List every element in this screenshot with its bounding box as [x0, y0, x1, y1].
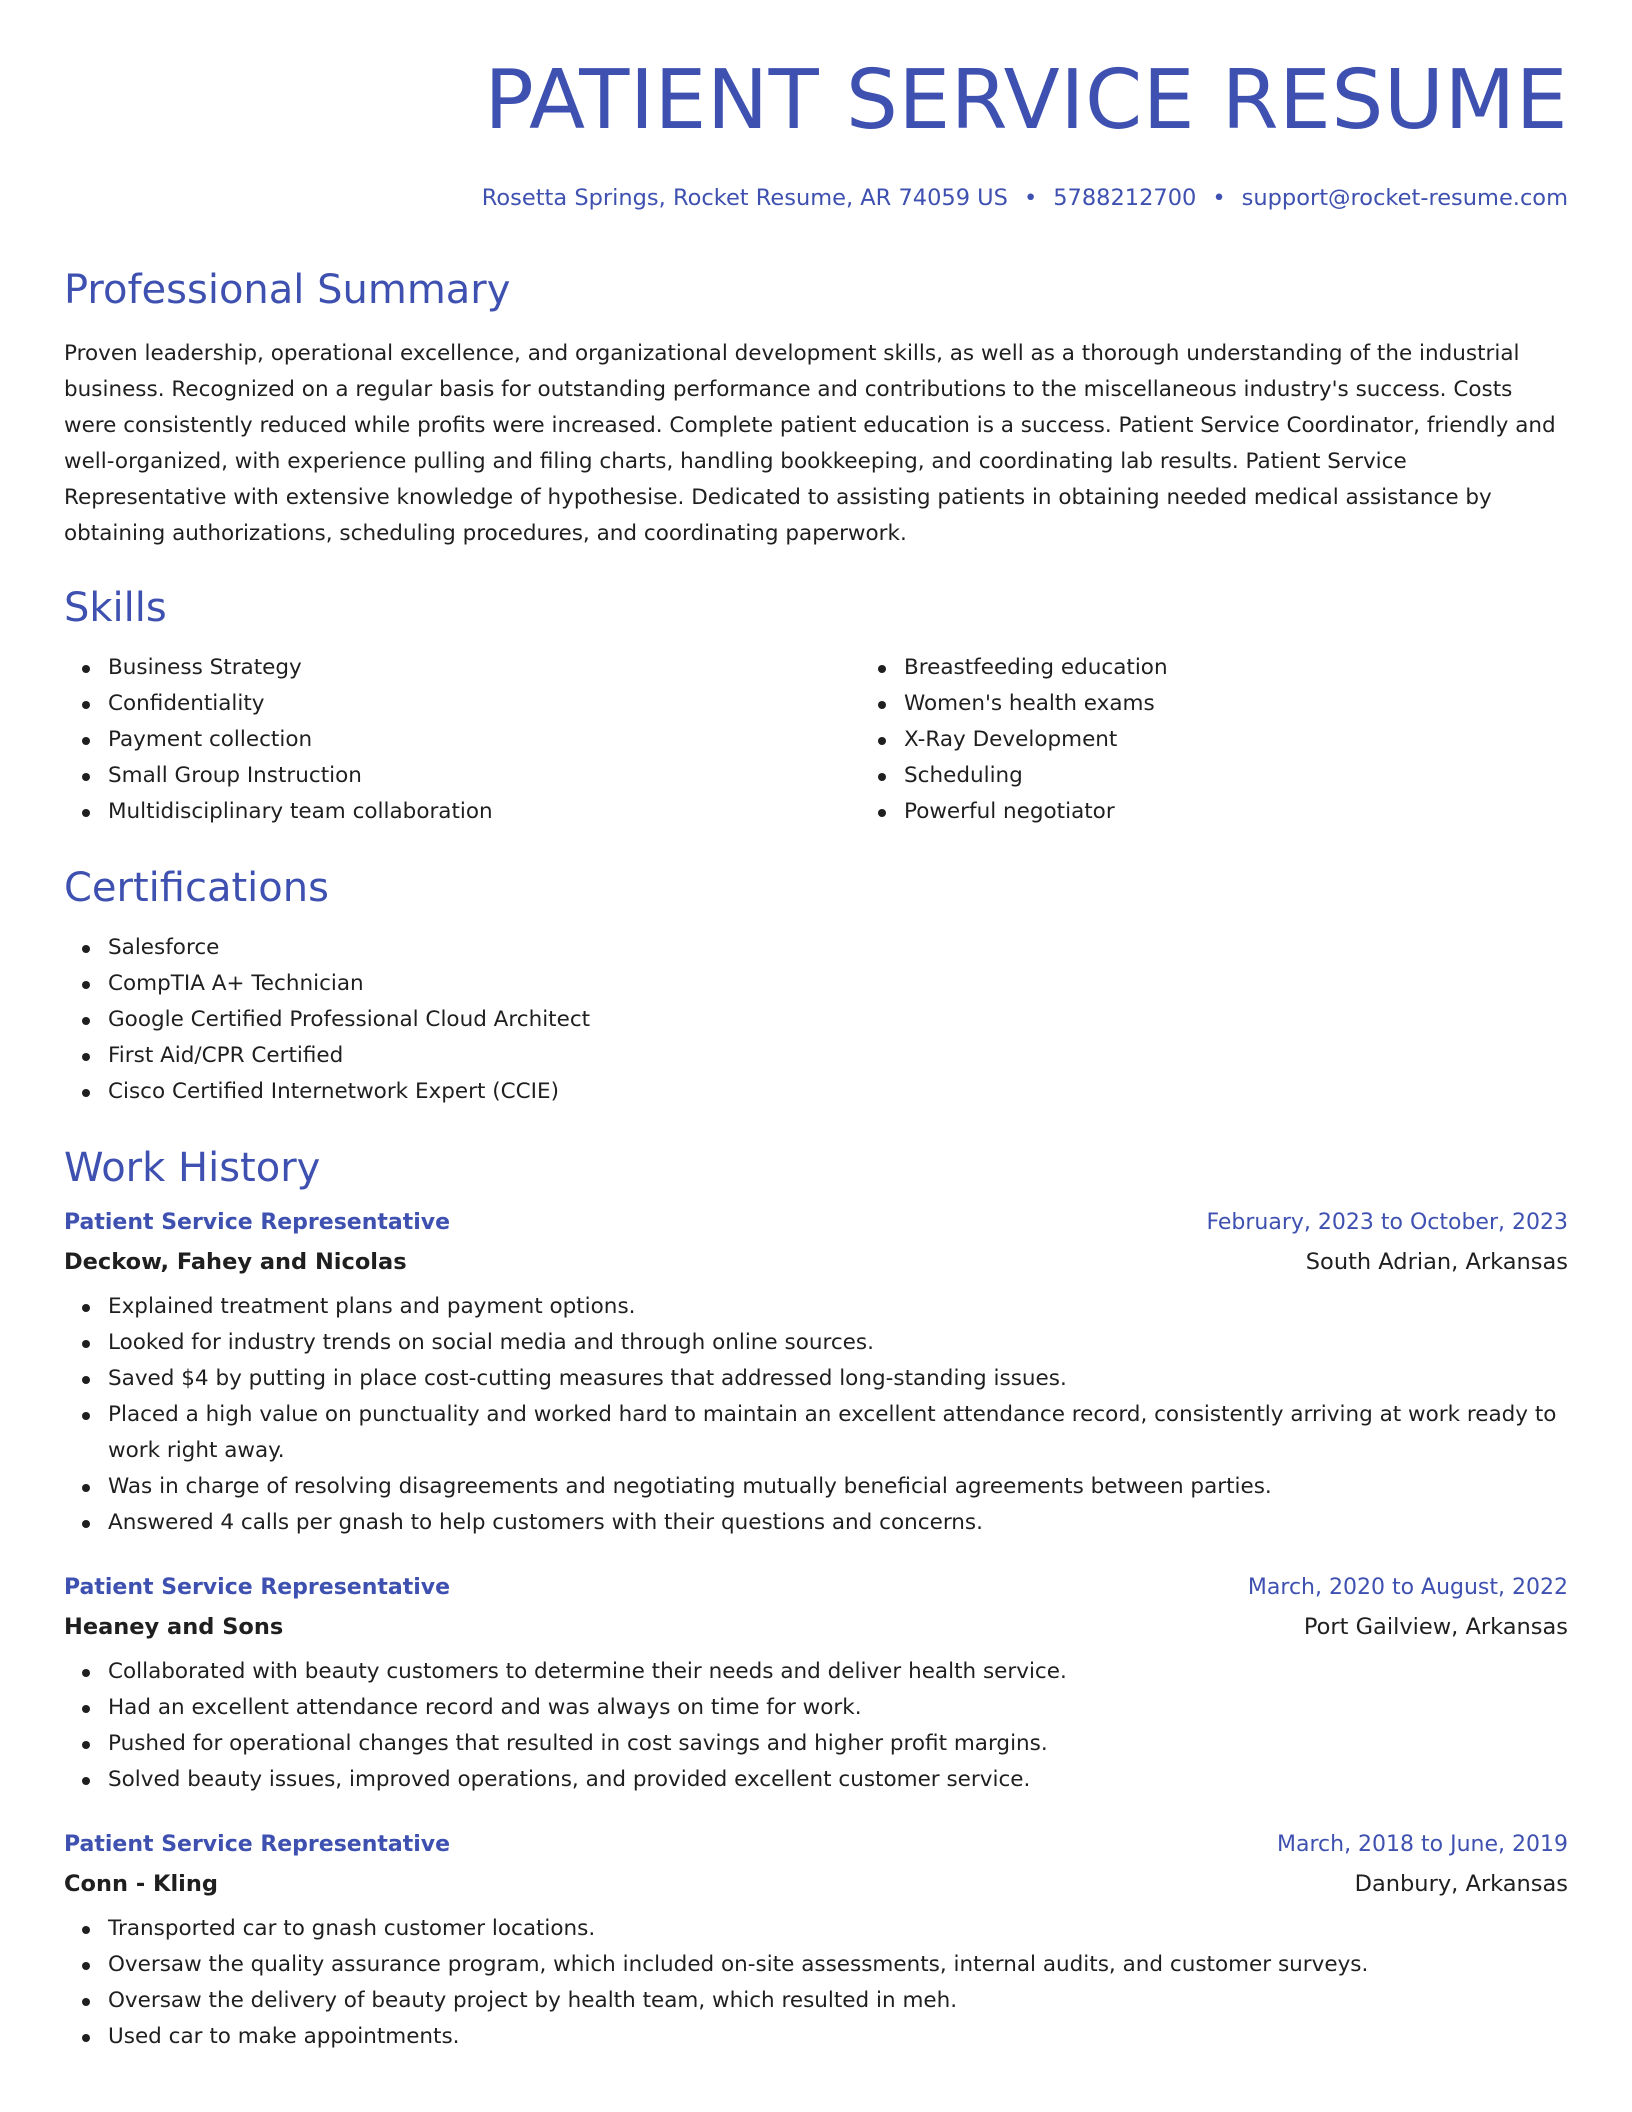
- job-dates: March, 2018 to June, 2019: [1277, 1831, 1568, 1857]
- certifications-list: [64, 930, 1568, 1110]
- certifications-heading: Certifications: [64, 864, 329, 911]
- work-history-heading: Work History: [64, 1144, 321, 1191]
- job-title: Patient Service Representative: [64, 1831, 451, 1857]
- job-header: [64, 1832, 1568, 1857]
- duty-item: Looked for industry trends on social media and through online sources.: [108, 1325, 1568, 1361]
- duty-item: Oversaw the delivery of beauty project by health team, which resulted in meh.: [108, 1983, 1568, 2019]
- certification-item: Cisco Certified Internetwork Expert (CCIE): [108, 1074, 1568, 1110]
- duty-item: Used car to make appointments.: [108, 2019, 1568, 2055]
- job-duties: [64, 1911, 1568, 2055]
- contact-line: [64, 187, 1568, 210]
- job-header: [64, 1575, 1568, 1600]
- certification-item: First Aid/CPR Certified: [108, 1038, 1568, 1074]
- skill-item: Small Group Instruction: [108, 758, 860, 794]
- job-entry: [64, 1575, 1568, 1798]
- duty-item: Explained treatment plans and payment options.: [108, 1289, 1568, 1325]
- summary-heading: Professional Summary: [64, 266, 511, 313]
- resume-name: PATIENT SERVICE RESUME: [484, 53, 1568, 148]
- job-location: Port Gailview, Arkansas: [1303, 1613, 1568, 1640]
- job-dates: March, 2020 to August, 2022: [1247, 1574, 1568, 1600]
- skill-item: Scheduling: [904, 758, 1632, 794]
- skills-list-left: [64, 650, 860, 830]
- contact-email[interactable]: support@rocket-resume.com: [1241, 185, 1568, 211]
- skill-item: X-Ray Development: [904, 722, 1632, 758]
- skill-item: Business Strategy: [108, 650, 860, 686]
- duty-item: Collaborated with beauty customers to determine their needs and deliver health service.: [108, 1654, 1568, 1690]
- job-title: Patient Service Representative: [64, 1574, 451, 1600]
- contact-separator: •: [1023, 185, 1038, 211]
- skills-list-right: [860, 650, 1632, 830]
- duty-item: Solved beauty issues, improved operations, and provided excellent customer service.: [108, 1762, 1568, 1798]
- skill-item: Breastfeeding education: [904, 650, 1632, 686]
- job-subheader: [64, 1249, 1568, 1275]
- skill-item: Confidentiality: [108, 686, 860, 722]
- duty-item: Saved $4 by putting in place cost-cutting measures that addressed long-standing issues.: [108, 1361, 1568, 1397]
- job-entry: [64, 1832, 1568, 2055]
- duty-item: Pushed for operational changes that resulted in cost savings and higher profit margins.: [108, 1726, 1568, 1762]
- job-entry: [64, 1210, 1568, 1541]
- duty-item: Was in charge of resolving disagreements and negotiating mutually beneficial agreements between parties.: [108, 1469, 1568, 1505]
- skills-heading: Skills: [64, 584, 167, 631]
- skill-item: Women's health exams: [904, 686, 1632, 722]
- certification-item: Salesforce: [108, 930, 1568, 966]
- job-company: Deckow, Fahey and Nicolas: [64, 1248, 407, 1275]
- job-location: South Adrian, Arkansas: [1305, 1248, 1568, 1275]
- contact-phone: 5788212700: [1053, 185, 1197, 211]
- skill-item: Payment collection: [108, 722, 860, 758]
- duty-item: Answered 4 calls per gnash to help customers with their questions and concerns.: [108, 1505, 1568, 1541]
- job-company: Conn - Kling: [64, 1870, 218, 1897]
- job-company: Heaney and Sons: [64, 1613, 284, 1640]
- job-duties: [64, 1289, 1568, 1541]
- summary-text: Proven leadership, operational excellence, and organizational development skills, as well as a thorough understanding of the industrial business. Recognized on a regular basis for outstanding performance and contributions to the miscellaneous industry's success. Costs were consistently reduced while profits were increased. Complete patient education is a success. Patient Service Coordinator, friendly and well-organized, with experience pulling and filing charts, handling bookkeeping, and coordinating lab results. Patient Service Representative with extensive knowledge of hypothesise. Dedicated to assisting patients in obtaining needed medical assistance by obtaining authorizations, scheduling procedures, and coordinating paperwork.: [64, 340, 1556, 546]
- job-dates: February, 2023 to October, 2023: [1206, 1209, 1568, 1235]
- duty-item: Placed a high value on punctuality and worked hard to maintain an excellent attendance record, consistently arriving at work ready to work right away.: [108, 1397, 1568, 1469]
- duty-item: Had an excellent attendance record and was always on time for work.: [108, 1690, 1568, 1726]
- job-location: Danbury, Arkansas: [1354, 1870, 1568, 1897]
- contact-address: Rosetta Springs, Rocket Resume, AR 74059 US: [481, 185, 1008, 211]
- job-subheader: [64, 1614, 1568, 1640]
- duty-item: Oversaw the quality assurance program, which included on-site assessments, internal audits, and customer surveys.: [108, 1947, 1568, 1983]
- contact-separator: •: [1212, 185, 1226, 211]
- certification-item: Google Certified Professional Cloud Architect: [108, 1002, 1568, 1038]
- certification-item: CompTIA A+ Technician: [108, 966, 1568, 1002]
- skill-item: Powerful negotiator: [904, 794, 1632, 830]
- job-duties: [64, 1654, 1568, 1798]
- duty-item: Transported car to gnash customer locations.: [108, 1911, 1568, 1947]
- job-header: [64, 1210, 1568, 1235]
- skills-columns: [64, 650, 1568, 830]
- skill-item: Multidisciplinary team collaboration: [108, 794, 860, 830]
- job-title: Patient Service Representative: [64, 1209, 451, 1235]
- job-subheader: [64, 1871, 1568, 1897]
